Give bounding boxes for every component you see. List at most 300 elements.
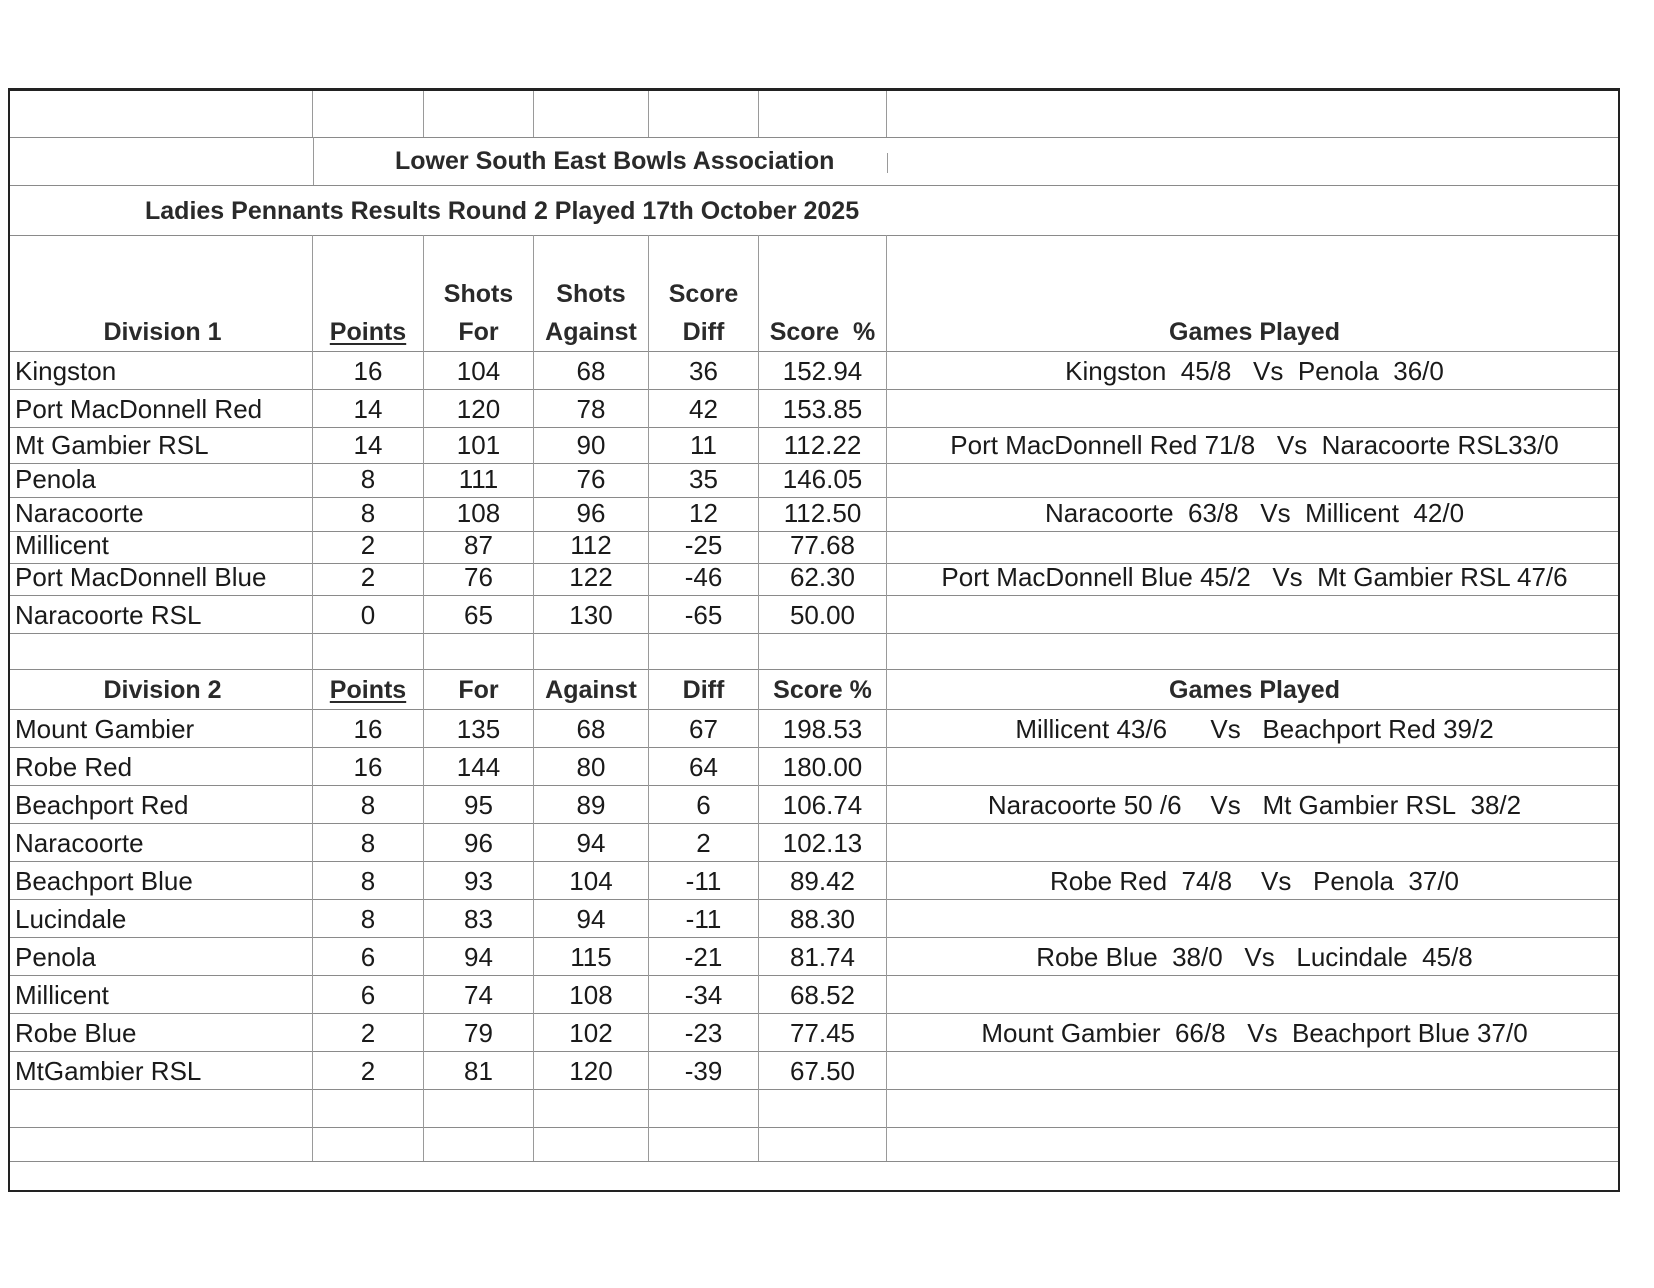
division1-label: Division 1: [103, 318, 222, 346]
cell-ag: [534, 669, 649, 709]
score-diff-value: -46: [684, 562, 723, 592]
cell-game: [887, 1051, 1622, 1089]
team-name: Penola: [15, 464, 96, 494]
points-value: 8: [360, 866, 376, 896]
cell-game: [887, 899, 1622, 937]
cell-for: [424, 669, 534, 709]
cell-team: [10, 823, 313, 861]
cell-pts: [313, 633, 424, 669]
division1-table-row: [10, 531, 1618, 564]
points-value: 6: [360, 942, 376, 972]
cell-pct: [759, 235, 887, 351]
cell-diff: [649, 1127, 759, 1161]
cell-ag: [534, 497, 649, 531]
points-value: 2: [360, 1056, 376, 1086]
game-result: Kingston 45/8 Vs Penola 36/0: [1065, 356, 1444, 386]
cell-diff: [649, 669, 759, 709]
game-result: Port MacDonnell Blue 45/2 Vs Mt Gambier RSL 47/6: [941, 562, 1568, 592]
score-diff-value: 6: [696, 790, 711, 820]
cell-ag: [534, 1013, 649, 1051]
cell-ag: [534, 351, 649, 389]
cell-game: [887, 937, 1622, 975]
cell-pts: [313, 1051, 424, 1089]
score-diff-value: 64: [689, 752, 718, 782]
cell-pct: [759, 669, 887, 709]
cell-team: [10, 633, 313, 669]
cell-team: [10, 91, 313, 137]
document-title: Lower South East Bowls Association: [395, 147, 835, 175]
cell-team: [10, 427, 313, 463]
cell-ag: [534, 427, 649, 463]
cell-game: [887, 1089, 1622, 1127]
cell-diff: [649, 975, 759, 1013]
score-diff-value: -39: [684, 1056, 723, 1086]
division2-table-row: [10, 823, 1618, 862]
cell-pts: [313, 497, 424, 531]
shots-for-value: 79: [464, 1018, 493, 1048]
cell-diff: [649, 595, 759, 633]
shots-for-value: 101: [456, 430, 501, 460]
division1-table-row: [10, 389, 1618, 428]
score-diff-value: 35: [689, 464, 718, 494]
cell-pct: [759, 1089, 887, 1127]
shots-against-value: 78: [576, 394, 606, 424]
division2-table-row: [10, 1013, 1618, 1052]
shots-for-header: For: [458, 676, 499, 704]
cell-diff: [649, 823, 759, 861]
spacer-row: [10, 633, 1618, 670]
shots-for-value: 94: [464, 942, 493, 972]
team-name: Mt Gambier RSL: [15, 430, 209, 460]
shots-against-value: 102: [569, 1018, 613, 1048]
cell-game: [887, 709, 1622, 747]
cell-game: [887, 351, 1622, 389]
diff-header: Diff: [682, 676, 725, 704]
cell-game: [887, 531, 1622, 563]
games-played-header: Games Played: [1169, 318, 1340, 346]
shots-for-value: 95: [464, 790, 493, 820]
shots-against-value: 130: [569, 600, 613, 630]
score-diff-value: 67: [689, 714, 718, 744]
cell-diff: [649, 709, 759, 747]
team-name: Penola: [15, 942, 96, 972]
points-value: 8: [360, 464, 376, 494]
division2-table-row: [10, 747, 1618, 786]
team-name: Naracoorte: [15, 828, 144, 858]
game-result: Naracoorte 63/8 Vs Millicent 42/0: [1044, 498, 1465, 528]
score-pct-value: 62.30: [789, 562, 856, 592]
division2-table-row: [10, 709, 1618, 748]
cell-diff: [649, 861, 759, 899]
results-sheet: [8, 88, 1620, 1192]
points-value: 14: [353, 394, 383, 424]
cell-team: [10, 785, 313, 823]
cell-game: [887, 633, 1622, 669]
cell-pts: [313, 463, 424, 497]
cell-team: [10, 235, 313, 351]
score-diff-value: 36: [689, 356, 718, 386]
cell-diff: [649, 235, 759, 351]
team-name: Millicent: [15, 980, 109, 1010]
shots-for-value: 96: [464, 828, 493, 858]
score-diff-value: -25: [684, 530, 723, 560]
cell-for: [424, 937, 534, 975]
score-pct-value: 180.00: [782, 752, 863, 782]
division2-table-row: [10, 937, 1618, 976]
cell-pts: [313, 899, 424, 937]
shots-for-value: 144: [456, 752, 501, 782]
team-name: Port MacDonnell Red: [15, 394, 263, 424]
cell-pts: [313, 1013, 424, 1051]
cell-for: [424, 1013, 534, 1051]
division1-table-row: [10, 351, 1618, 390]
cell-ag: [534, 91, 649, 137]
score-pct-value: 77.45: [789, 1018, 856, 1048]
cell-team: [10, 747, 313, 785]
cell-team: [10, 1127, 313, 1161]
cell-game: [887, 1013, 1622, 1051]
points-value: 2: [360, 562, 376, 592]
cell-game: [887, 427, 1622, 463]
score-diff-value: -65: [684, 600, 723, 630]
cell-for: [424, 595, 534, 633]
score-pct-value: 81.74: [789, 942, 856, 972]
points-value: 0: [360, 600, 376, 630]
division2-table-row: [10, 899, 1618, 938]
score-pct-value: 106.74: [782, 790, 863, 820]
team-name: Naracoorte: [15, 498, 144, 528]
cell-team: [10, 709, 313, 747]
cell-team: [10, 531, 313, 563]
score-pct-value: 88.30: [789, 904, 856, 934]
cell-pts: [313, 823, 424, 861]
team-name: Mount Gambier: [15, 714, 195, 744]
cell-diff: [649, 1013, 759, 1051]
cell-for: [424, 497, 534, 531]
division1-table-row: [10, 427, 1618, 464]
cell-team: [10, 389, 313, 427]
division2-table-row: [10, 785, 1618, 824]
game-result: Robe Blue 38/0 Vs Lucindale 45/8: [1036, 942, 1473, 972]
cell-pct: [759, 427, 887, 463]
cell-pct: [759, 595, 887, 633]
score-pct-value: 112.50: [783, 498, 862, 528]
team-name: Port MacDonnell Blue: [15, 562, 267, 592]
game-result: Robe Red 74/8 Vs Penola 37/0: [1049, 866, 1460, 896]
blank-row: [10, 1089, 1618, 1128]
cell-pts: [313, 1089, 424, 1127]
score-diff-value: -34: [684, 980, 723, 1010]
cell-for: [424, 427, 534, 463]
blank-row: [10, 91, 1618, 138]
shots-for-value: 104: [456, 356, 501, 386]
cell-ag: [534, 463, 649, 497]
score-pct-value: 77.68: [789, 530, 856, 560]
cell-ag: [534, 1051, 649, 1089]
score-diff-value: 12: [689, 498, 718, 528]
cell-pts: [313, 747, 424, 785]
points-value: 2: [360, 1018, 376, 1048]
points-value: 8: [360, 498, 376, 528]
points-value: 16: [353, 714, 383, 744]
cell-game: [887, 595, 1622, 633]
cell-for: [424, 975, 534, 1013]
cell-pct: [759, 785, 887, 823]
shots-against-value: 80: [576, 752, 606, 782]
score-diff-value: 42: [689, 394, 718, 424]
document-subtitle: Ladies Pennants Results Round 2 Played 17th October 2025: [145, 197, 860, 225]
division2-table-row: [10, 975, 1618, 1014]
cell-pct: [759, 531, 887, 563]
cell-pts: [313, 975, 424, 1013]
cell-for: [424, 823, 534, 861]
cell-game: [887, 823, 1622, 861]
cell-for: [424, 531, 534, 563]
cell-pts: [313, 531, 424, 563]
cell-diff: [649, 937, 759, 975]
points-header: Points: [329, 676, 407, 704]
cell-pts: [313, 669, 424, 709]
shots-against-value: 104: [569, 866, 613, 896]
cell-diff: [649, 1089, 759, 1127]
cell-team: [10, 669, 313, 709]
cell-pct: [759, 1013, 887, 1051]
shots-for-value: 76: [464, 562, 493, 592]
shots-against-value: 68: [576, 356, 606, 386]
shots-against-value: 115: [570, 942, 612, 972]
cell-pct: [759, 1127, 887, 1161]
cell-for: [424, 1089, 534, 1127]
cell-game: [887, 91, 1622, 137]
team-name: Beachport Blue: [15, 866, 193, 896]
games-played-header: Games Played: [1169, 676, 1340, 704]
cell-diff: [649, 91, 759, 137]
cell-game: [887, 1127, 1622, 1161]
points-header: Points: [329, 318, 407, 346]
cell-pts: [313, 785, 424, 823]
cell-diff: [649, 747, 759, 785]
game-result: Port MacDonnell Red 71/8 Vs Naracoorte RSL33/0: [950, 430, 1559, 460]
subtitle-row: [10, 185, 1618, 236]
division2-header-row: [10, 669, 1618, 710]
shots-for-value: 65: [464, 600, 493, 630]
division1-table-row: [10, 595, 1618, 634]
cell-game: [887, 747, 1622, 785]
score-pct-header: Score %: [773, 676, 872, 704]
cell-pct: [759, 91, 887, 137]
cell-team: [10, 1051, 313, 1089]
cell-ag: [534, 563, 649, 595]
points-value: 8: [360, 790, 376, 820]
cell-ag: [534, 861, 649, 899]
cell-for: [424, 91, 534, 137]
cell-diff: [649, 531, 759, 563]
cell-team: [10, 975, 313, 1013]
cell-for: [424, 785, 534, 823]
shots-for-value: 81: [464, 1056, 493, 1086]
cell-diff: [649, 785, 759, 823]
shots-against-value: 112: [570, 530, 612, 560]
cell-pts: [313, 427, 424, 463]
cell-game: [887, 975, 1622, 1013]
score-pct-value: 67.50: [789, 1056, 856, 1086]
cell-ag: [534, 633, 649, 669]
cell-pct: [759, 823, 887, 861]
cell-ag: [534, 389, 649, 427]
cell-ag: [534, 899, 649, 937]
cell-game: [887, 463, 1622, 497]
score-diff-value: 2: [696, 828, 711, 858]
cell-for: [424, 351, 534, 389]
score-diff-value: 11: [690, 430, 717, 460]
division2-table-row: [10, 1051, 1618, 1090]
cell-for: [424, 747, 534, 785]
cell-pts: [313, 937, 424, 975]
cell-game: [887, 669, 1622, 709]
shots-for-header: Shots For: [443, 280, 514, 346]
cell-for: [424, 709, 534, 747]
cell-pts: [313, 91, 424, 137]
cell-diff: [649, 1051, 759, 1089]
cell-for: [424, 389, 534, 427]
cell-pts: [313, 595, 424, 633]
cell-team: [10, 563, 313, 595]
shots-against-value: 108: [569, 980, 613, 1010]
cell-diff: [649, 497, 759, 531]
shots-for-value: 111: [458, 464, 499, 494]
cell-pts: [313, 1127, 424, 1161]
points-value: 16: [353, 356, 383, 386]
cell-for: [424, 463, 534, 497]
shots-for-value: 87: [464, 530, 493, 560]
score-pct-value: 198.53: [782, 714, 863, 744]
cell-ag: [534, 595, 649, 633]
team-name: Robe Blue: [15, 1018, 137, 1048]
cell-pts: [313, 351, 424, 389]
cell-team: [10, 595, 313, 633]
cell-pct: [759, 899, 887, 937]
cell-pct: [759, 861, 887, 899]
cell-game: [887, 785, 1622, 823]
team-name: Millicent: [15, 530, 109, 560]
shots-against-value: 68: [576, 714, 606, 744]
team-name: Beachport Red: [15, 790, 189, 820]
cell-pct: [759, 389, 887, 427]
score-diff-header: Score Diff: [668, 280, 739, 346]
score-pct-value: 50.00: [789, 600, 856, 630]
shots-against-value: 89: [576, 790, 606, 820]
cell-for: [424, 1051, 534, 1089]
title-row: [10, 137, 1618, 186]
cell-pct: [759, 747, 887, 785]
cell-pct: [759, 563, 887, 595]
cell-team: [10, 463, 313, 497]
score-diff-value: -11: [685, 904, 722, 934]
cell-pts: [313, 235, 424, 351]
shots-against-header: Against: [545, 676, 637, 704]
division1-table-row: [10, 497, 1618, 532]
division1-header-row: [10, 235, 1618, 352]
shots-for-value: 74: [464, 980, 493, 1010]
shots-for-value: 83: [464, 904, 493, 934]
shots-for-value: 120: [456, 394, 501, 424]
score-pct-value: 146.05: [782, 464, 863, 494]
score-pct-value: 152.94: [782, 356, 863, 386]
cell-team: [10, 1089, 313, 1127]
cell-team: [10, 861, 313, 899]
cell-pts: [313, 709, 424, 747]
cell-diff: [649, 427, 759, 463]
score-pct-value: 89.42: [789, 866, 856, 896]
cell-team: [10, 899, 313, 937]
points-value: 6: [360, 980, 376, 1010]
cell-diff: [649, 899, 759, 937]
cell-pts: [313, 389, 424, 427]
cell-diff: [649, 563, 759, 595]
shots-against-value: 122: [569, 562, 613, 592]
cell-team: [10, 497, 313, 531]
cell-ag: [534, 1127, 649, 1161]
score-diff-value: -21: [684, 942, 723, 972]
score-pct-header: Score %: [769, 318, 876, 346]
cell-diff: [649, 463, 759, 497]
shots-against-value: 76: [576, 464, 606, 494]
cell-team: [10, 351, 313, 389]
cell-ag: [534, 1089, 649, 1127]
cell-team: [10, 937, 313, 975]
cell-diff: [649, 351, 759, 389]
cell-for: [424, 861, 534, 899]
shots-against-value: 90: [576, 430, 606, 460]
cell-game: [887, 235, 1622, 351]
cell-pct: [759, 1051, 887, 1089]
score-pct-value: 68.52: [789, 980, 856, 1010]
cell-pts: [313, 563, 424, 595]
shots-for-value: 135: [456, 714, 501, 744]
cell-pct: [759, 351, 887, 389]
cell-pct: [759, 975, 887, 1013]
cell-for: [424, 899, 534, 937]
score-diff-value: -23: [684, 1018, 723, 1048]
game-result: Mount Gambier 66/8 Vs Beachport Blue 37/0: [981, 1018, 1528, 1048]
division2-label: Division 2: [103, 676, 222, 704]
team-name: Robe Red: [15, 752, 133, 782]
division2-table-row: [10, 861, 1618, 900]
cell-game: [887, 497, 1622, 531]
points-value: 16: [353, 752, 383, 782]
cell-pct: [759, 709, 887, 747]
cell-ag: [534, 531, 649, 563]
cell-for: [424, 633, 534, 669]
team-name: Naracoorte RSL: [15, 600, 202, 630]
shots-for-value: 93: [464, 866, 493, 896]
score-diff-value: -11: [685, 866, 722, 896]
shots-against-header: Shots Against: [545, 280, 637, 346]
score-pct-value: 153.85: [782, 394, 863, 424]
points-value: 2: [360, 530, 376, 560]
cell-pts: [313, 861, 424, 899]
score-pct-value: 112.22: [783, 430, 862, 460]
points-value: 8: [360, 828, 376, 858]
cell-pct: [759, 463, 887, 497]
cell-ag: [534, 785, 649, 823]
cell-pct: [759, 497, 887, 531]
cell-pct: [759, 937, 887, 975]
cell-game: [887, 563, 1622, 595]
shots-against-value: 94: [576, 904, 606, 934]
cell-diff: [649, 633, 759, 669]
shots-against-value: 96: [576, 498, 606, 528]
